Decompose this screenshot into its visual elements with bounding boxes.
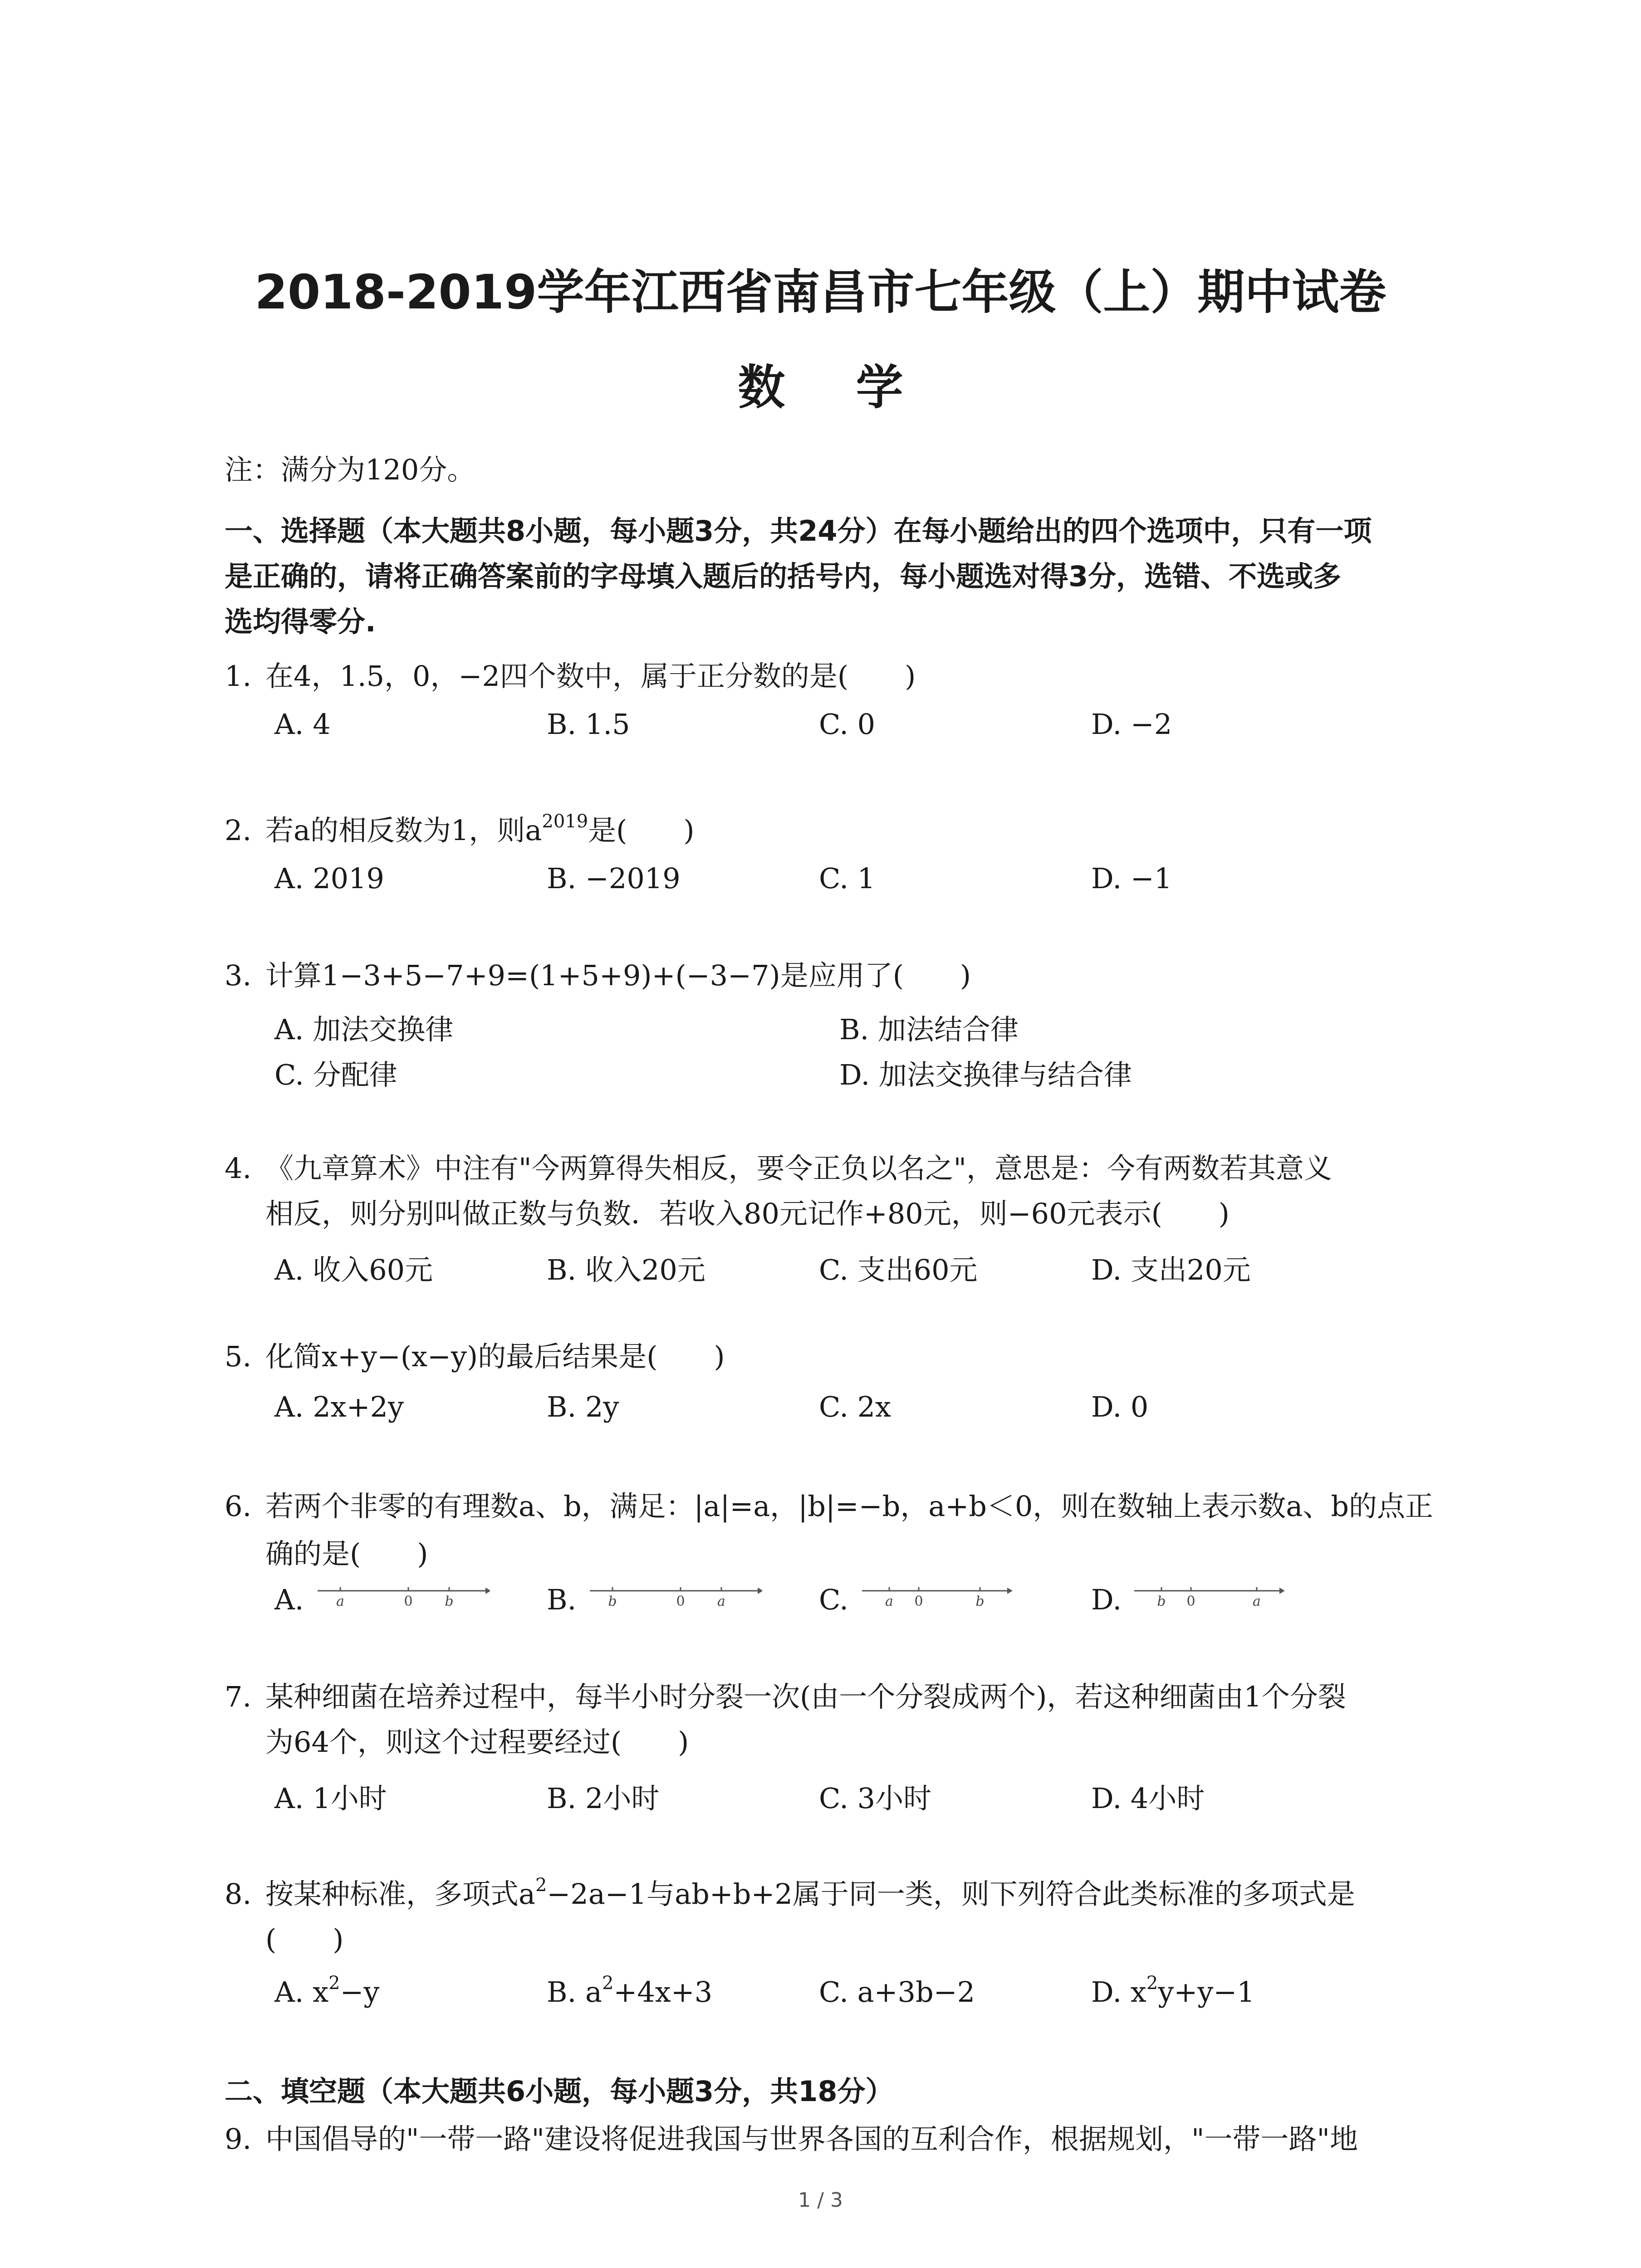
- question-2-option-c: C. 1: [819, 862, 876, 895]
- question-2-number: 2.: [225, 814, 252, 847]
- number-line-b-label-1: b: [608, 1593, 617, 1608]
- question-1-option-d: D. −2: [1091, 708, 1172, 741]
- question-3-option-d: D. 加法交换律与结合律: [839, 1058, 1132, 1091]
- number-line-b-label-3: a: [717, 1593, 725, 1608]
- section1-heading-line2: 是正确的，请将正确答案前的字母填入题后的括号内，每小题选对得3分，选错、不选或多: [225, 560, 1342, 593]
- question-6-option-b: B.: [547, 1583, 577, 1616]
- question-8-option-a: A. $x^2-y$: [274, 1973, 380, 2009]
- question-8-option-b: B. $a^2+4x+3$: [547, 1973, 713, 2009]
- section1-heading-line1: 一、选择题（本大题共8小题，每小题3分，共24分）在每小题给出的四个选项中，只有一项: [225, 514, 1372, 547]
- question-5-number: 5.: [225, 1340, 252, 1373]
- question-1-number: 1.: [225, 660, 252, 693]
- question-7-option-a: A. 1小时: [274, 1782, 387, 1815]
- exam-title: 2018-2019学年江西省南昌市七年级（上）期中试卷: [255, 264, 1386, 320]
- question-3-number: 3.: [225, 959, 252, 992]
- question-4-option-a: A. 收入60元: [274, 1253, 433, 1286]
- question-7-number: 7.: [225, 1680, 252, 1713]
- question-4-text-line2: 相反，则分别叫做正数与负数．若收入80元记作+80元，则−60元表示( ): [265, 1197, 1230, 1230]
- question-8-text-line1: 按某种标准，多项式$a^2-2a-1$与ab+b+2属于同一类，则下列符合此类标准的多项式是: [265, 1875, 1355, 1911]
- score-note: 注：满分为120分。: [225, 453, 475, 486]
- question-7-option-b: B. 2小时: [547, 1782, 660, 1815]
- number-line-c: [862, 1581, 1034, 1608]
- question-6-option-d: D.: [1091, 1583, 1122, 1616]
- number-line-d: [1134, 1581, 1307, 1608]
- question-4-option-d: D. 支出20元: [1091, 1253, 1251, 1286]
- question-2-text: 若a的相反数为1，则$a^{2019}$是( ): [265, 811, 695, 847]
- question-6-text-line1: 若两个非零的有理数a、b，满足：|a|=a，|b|=−b，a+b＜0，则在数轴上表示数a、b的点正: [265, 1490, 1434, 1523]
- subject-title: 数 学: [738, 360, 931, 415]
- question-4-number: 4.: [225, 1152, 252, 1185]
- section1-heading-line3: 选均得零分.: [225, 605, 376, 638]
- question-2-option-d: D. −1: [1091, 862, 1172, 895]
- question-2-option-a: A. 2019: [274, 862, 384, 895]
- question-5-text: 化简x+y−(x−y)的最后结果是( ): [265, 1340, 725, 1373]
- number-line-a: [318, 1581, 490, 1608]
- question-8-option-c: C. a+3b−2: [819, 1975, 975, 2009]
- question-1-text: 在4，1.5，0，−2四个数中，属于正分数的是( ): [265, 660, 916, 693]
- question-4-text-line1: 《九章算术》中注有"今两算得失相反，要令正负以名之"，意思是：今有两数若其意义: [265, 1152, 1332, 1185]
- number-line-c-label-2: 0: [914, 1593, 923, 1608]
- number-line-b-label-2: 0: [676, 1593, 685, 1608]
- number-line-d-label-3: a: [1253, 1593, 1261, 1608]
- section2-heading: 二、填空题（本大题共6小题，每小题3分，共18分）: [225, 2075, 894, 2108]
- question-9-text: 中国倡导的"一带一路"建设将促进我国与世界各国的互利合作，根据规划，"一带一路"地: [265, 2122, 1358, 2156]
- question-6-option-a: A.: [274, 1583, 304, 1616]
- page-number: 1 / 3: [798, 2189, 843, 2212]
- question-8-number: 8.: [225, 1877, 252, 1911]
- question-1-option-c: C. 0: [819, 708, 876, 741]
- question-5-option-d: D. 0: [1091, 1390, 1149, 1423]
- question-6-option-c: C.: [819, 1583, 848, 1616]
- question-7-text-line1: 某种细菌在培养过程中，每半小时分裂一次(由一个分裂成两个)，若这种细菌由1个分裂: [265, 1680, 1346, 1713]
- number-line-a-label-1: a: [336, 1593, 344, 1608]
- question-3-option-a: A. 加法交换律: [274, 1013, 454, 1046]
- question-1-option-b: B. 1.5: [547, 708, 630, 741]
- question-3-text: 计算1−3+5−7+9=(1+5+9)+(−3−7)是应用了( ): [265, 959, 971, 992]
- question-1-option-a: A. 4: [274, 708, 331, 741]
- question-4-option-c: C. 支出60元: [819, 1253, 978, 1286]
- number-line-c-label-1: a: [885, 1593, 893, 1608]
- question-5-option-a: A. 2x+2y: [274, 1390, 404, 1423]
- number-line-b: [590, 1581, 762, 1608]
- question-7-text-line2: 为64个，则这个过程要经过( ): [265, 1725, 689, 1759]
- number-line-a-label-2: 0: [404, 1593, 413, 1608]
- question-3-option-c: C. 分配律: [274, 1058, 397, 1091]
- question-5-option-c: C. 2x: [819, 1390, 892, 1423]
- number-line-a-label-3: b: [445, 1593, 454, 1608]
- question-5-option-b: B. 2y: [547, 1390, 619, 1423]
- question-4-option-b: B. 收入20元: [547, 1253, 705, 1286]
- number-line-c-label-3: b: [975, 1593, 985, 1608]
- question-7-option-d: D. 4小时: [1091, 1782, 1205, 1815]
- question-7-option-c: C. 3小时: [819, 1782, 932, 1815]
- number-line-d-label-1: b: [1157, 1593, 1166, 1608]
- number-line-d-label-2: 0: [1186, 1593, 1195, 1608]
- question-6-text-line2: 确的是( ): [265, 1537, 428, 1570]
- question-2-option-b: B. −2019: [547, 862, 681, 895]
- question-3-option-b: B. 加法结合律: [839, 1013, 1019, 1046]
- question-8-option-d: D. $x^2y+y-1$: [1091, 1973, 1255, 2009]
- question-6-number: 6.: [225, 1490, 252, 1523]
- question-8-text-line2: ( ): [265, 1923, 344, 1956]
- question-9-number: 9.: [225, 2122, 252, 2156]
